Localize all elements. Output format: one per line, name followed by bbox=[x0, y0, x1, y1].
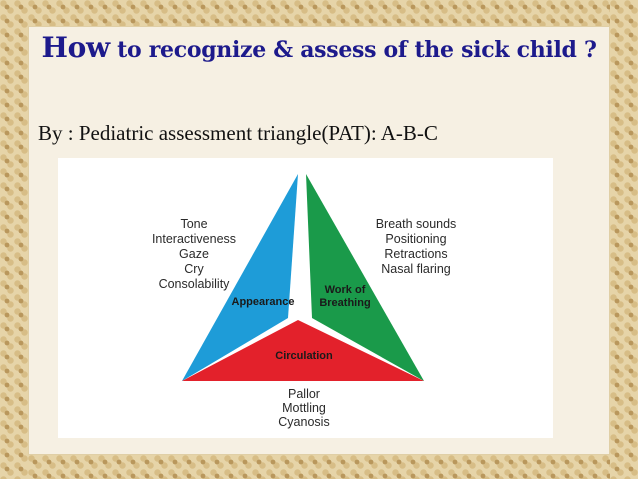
ornamental-border-bottom bbox=[0, 455, 638, 479]
breathing-label-line1: Work of bbox=[324, 284, 366, 296]
circulation-item: Pallor bbox=[288, 387, 320, 401]
appearance-item: Cry bbox=[184, 262, 204, 276]
appearance-label: Appearance bbox=[231, 296, 295, 308]
breathing-item: Breath sounds bbox=[375, 217, 457, 231]
title-rest: to recognize & assess of the sick child ? bbox=[109, 37, 597, 63]
ornamental-border-left bbox=[0, 0, 28, 479]
appearance-item: Interactiveness bbox=[151, 232, 237, 246]
circulation-item: Cyanosis bbox=[278, 415, 330, 429]
breathing-item: Nasal flaring bbox=[381, 262, 451, 276]
appearance-item: Tone bbox=[180, 217, 208, 231]
pat-diagram bbox=[58, 158, 553, 438]
ornamental-border-right bbox=[610, 0, 638, 479]
pat-triangle-svg bbox=[58, 158, 553, 438]
slide-title bbox=[0, 31, 638, 64]
circulation-item: Mottling bbox=[282, 401, 326, 415]
title-prefix: How bbox=[41, 31, 110, 64]
breathing-label-line2: Breathing bbox=[319, 297, 371, 309]
appearance-item: Consolability bbox=[158, 277, 230, 291]
breathing-item: Retractions bbox=[384, 247, 448, 261]
appearance-item: Gaze bbox=[179, 247, 209, 261]
slide-subtitle: By : Pediatric assessment triangle(PAT): A-B-C bbox=[38, 121, 438, 145]
ornamental-border-top bbox=[0, 0, 638, 26]
breathing-item: Positioning bbox=[385, 232, 447, 246]
circulation-label: Circulation bbox=[275, 350, 333, 362]
